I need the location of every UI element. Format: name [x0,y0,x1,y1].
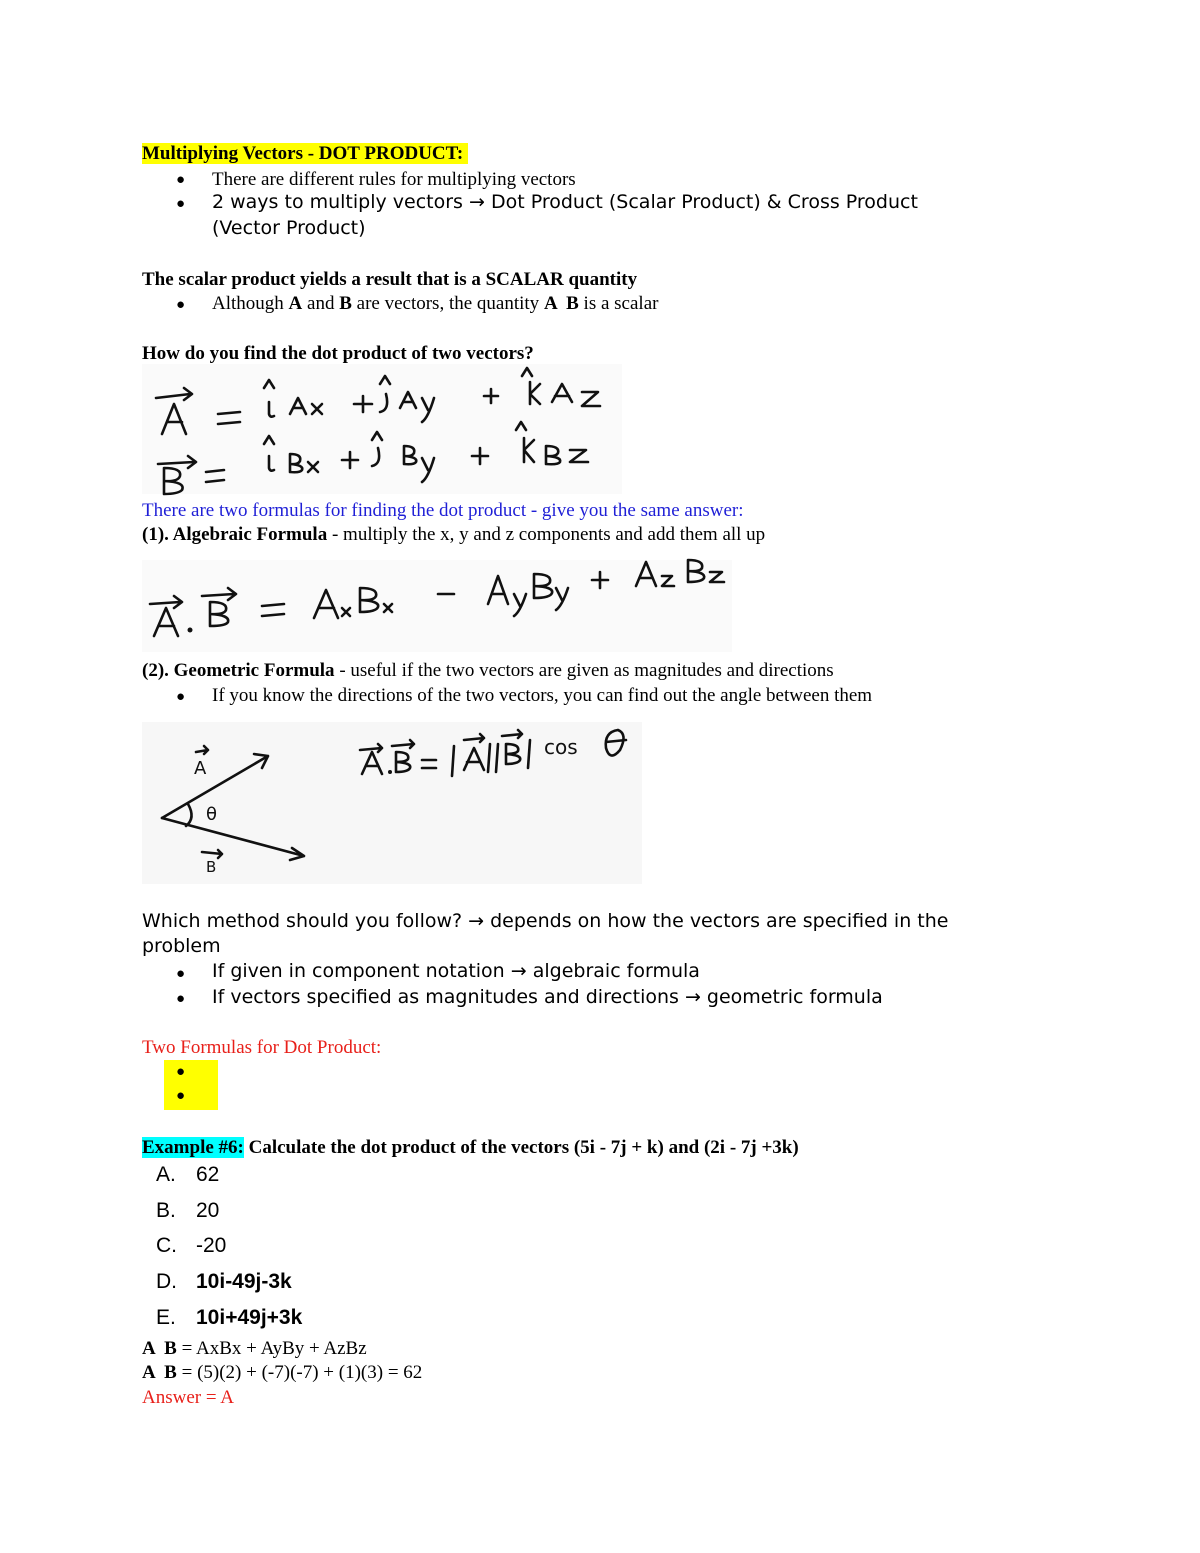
plus [592,572,608,588]
Az [552,384,600,406]
vector-definitions-image [142,364,622,494]
method-bullet: If vectors specified as magnitudes and directions → geometric formula [212,986,883,1008]
label-a: A [194,758,207,779]
equals-sign [206,470,224,482]
bullet-text: There are different rules for multiplying vectors [212,169,576,190]
geometric-diagram-drawing [142,722,642,884]
equals-sign [262,604,284,616]
option-b: B. 20 [156,1199,220,1222]
cos-label: cos [544,735,578,759]
geometric-desc: - useful if the two vectors are given as magnitudes and directions [334,660,834,681]
option-d: D. 10i-49j-3k [156,1270,292,1293]
vector-arrow [502,730,522,738]
option-c: C. -20 [156,1234,227,1257]
work-line-1: A B = AxBx + AyBy + AzBz [142,1338,367,1359]
i-hat [264,380,274,417]
howto-question: How do you find the dot product of two vectors? [142,343,534,364]
scalar-bullet: Although A and B are vectors, the quantity A B is a scalar [212,293,659,314]
By [404,446,434,482]
dot-operator [388,770,392,774]
geometric-diagram-image [142,722,642,884]
work-line-2: A B = (5)(2) + (-7)(-7) + (1)(3) = 62 [142,1362,423,1383]
vector-b-line [162,818,304,860]
abs-bar [528,740,530,768]
Ax [314,590,350,618]
formulas-intro: There are two formulas for finding the dot product - give you the same answer: [142,500,744,521]
By [534,574,568,610]
method-question-line2: problem [142,935,221,957]
example-question: Calculate the dot product of the vectors (5i - 7j + k) and (2i - 7j +3k) [243,1137,799,1158]
vector-arrow [360,744,382,752]
algebraic-formula-drawing [142,560,732,652]
j-hat [372,432,382,466]
Az [636,562,674,586]
bullet-text-continued: (Vector Product) [212,217,366,239]
example-label: Example #6: [142,1137,244,1158]
bullet-icon: ● [176,1064,186,1080]
theta-symbol [606,730,626,756]
algebraic-desc: - multiply the x, y and z components and add them all up [327,524,766,545]
vector-arrow [202,850,222,858]
vector-arrow [150,596,182,608]
method-bullet: If given in component notation → algebraic formula [212,960,700,982]
vector-arrow [464,734,484,742]
Bx [290,454,318,472]
geometric-line [142,660,834,682]
plus [354,396,372,412]
example-line [142,1137,799,1159]
algebraic-line [142,524,765,546]
answer: Answer = A [142,1387,234,1408]
heading-title: Multiplying Vectors - DOT PRODUCT: [142,143,464,164]
letter-B [506,744,520,764]
letter-A [162,404,186,434]
letter-A [464,748,484,770]
vector-arrow [202,588,236,600]
bullet-icon: ● [176,991,186,1007]
Bz [546,446,588,464]
i-hat [264,436,274,471]
bullet-icon: ● [176,966,186,982]
method-question-line1: Which method should you follow? → depends on how the vectors are specified in the [142,910,949,932]
plus [484,389,498,403]
scalar-title: The scalar product yields a result that is a SCALAR quantity [142,269,638,290]
j-hat [380,376,390,412]
geometric-label: (2). Geometric Formula [142,660,335,681]
k-hat [516,422,534,462]
abs-bar [452,746,454,776]
equals-sign [422,760,436,768]
dot-operator [188,628,193,633]
vector-arrow [156,388,192,400]
Ay [488,576,526,616]
option-e: E. 10i+49j+3k [156,1306,303,1329]
bullet-icon: ● [176,1088,186,1104]
k-hat [522,368,540,404]
bullet-icon: ● [176,172,186,188]
algebraic-formula-image [142,560,732,652]
bullet-icon: ● [176,297,186,313]
Bz [688,560,724,582]
Ay [400,392,434,422]
angle-arc [186,804,192,826]
algebraic-label: (1). Algebraic Formula [142,524,328,545]
label-b: B [206,858,217,876]
vector-arrow [196,746,208,754]
vector-definitions-drawing [142,364,622,494]
abs-bars [488,744,498,772]
geometric-bullet: If you know the directions of the two vectors, you can find out the angle between them [212,685,873,706]
letter-B [210,602,228,626]
letter-B [164,468,183,494]
plus [342,452,358,468]
letter-A [154,608,178,636]
empty-bullet-list [164,1060,218,1110]
two-formulas-title: Two Formulas for Dot Product: [142,1037,382,1058]
Bx [360,588,392,612]
option-a: A. 62 [156,1163,220,1186]
plus [472,448,488,464]
vector-arrow [158,456,196,468]
label-theta: θ [206,804,218,825]
Ax [290,398,322,414]
section-heading [142,143,468,165]
bullet-text: 2 ways to multiply vectors → Dot Product (Scalar Product) & Cross Product [212,191,918,213]
letter-B [396,752,410,772]
bullet-icon: ● [176,196,186,212]
equals-sign [218,412,240,424]
bullet-icon: ● [176,689,186,705]
letter-A [362,752,382,774]
vector-arrow [392,740,414,748]
